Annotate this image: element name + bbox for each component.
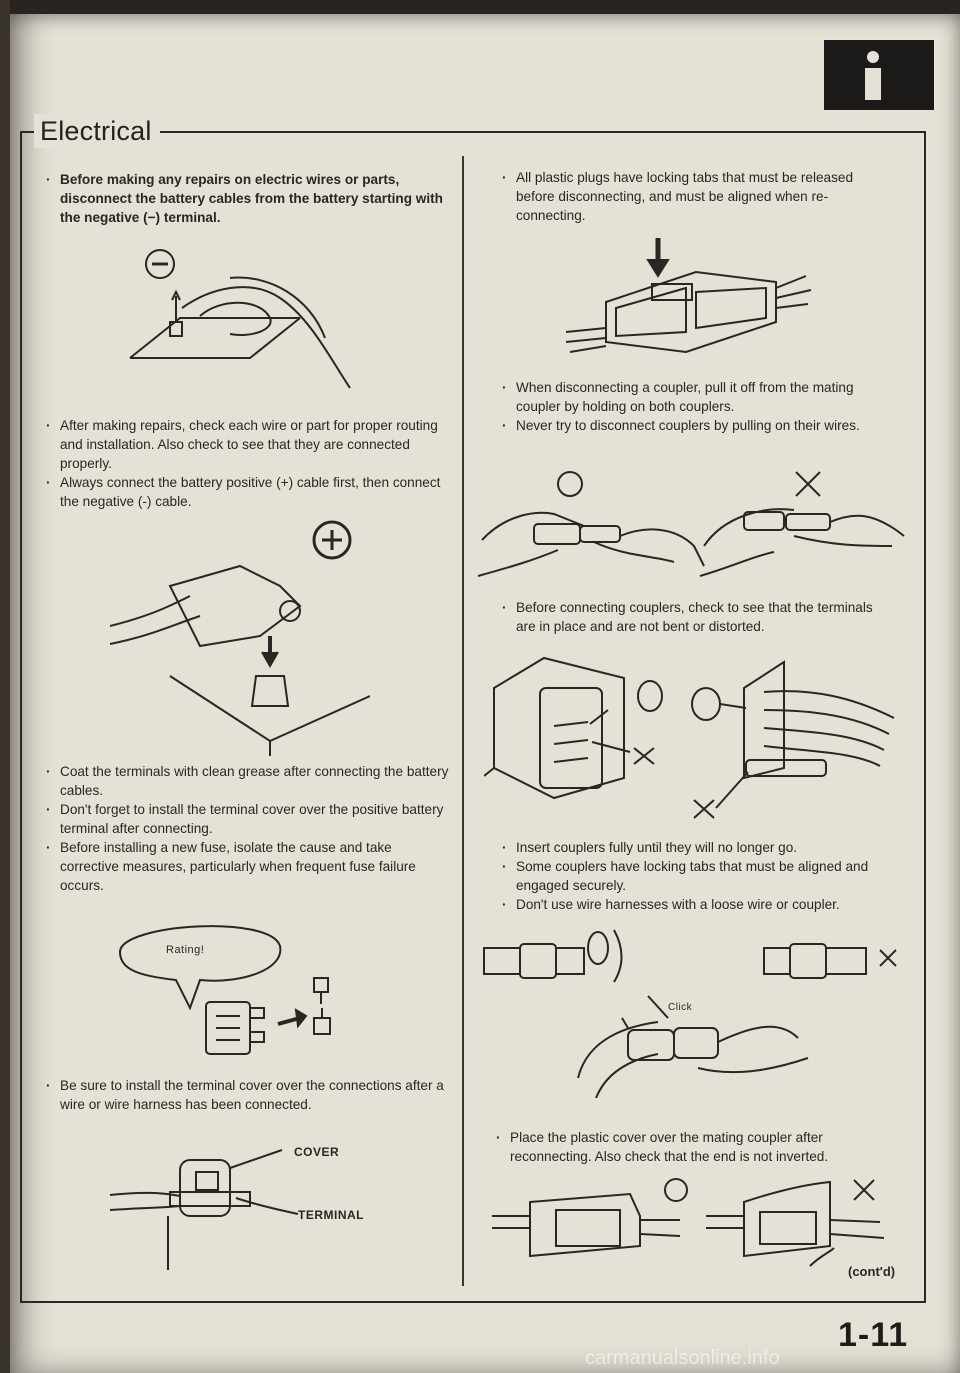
note-text: · Always connect the battery positive (+) cable first, then connect the negative (-) cable. [44,473,454,511]
note-locking-tabs [500,168,894,225]
frame-left-rule [20,131,22,1303]
watermark: carmanualsonline.info [585,1347,780,1369]
label-terminal: TERMINAL [298,1208,364,1222]
note-plastic-cover [494,1128,890,1166]
notes-after-repair [44,416,454,511]
figure-negative-terminal [110,238,370,398]
note-text: · Place the plastic cover over the mating coupler after reconnecting. Also check that the end is not inverted. [494,1128,890,1166]
figure-terminal-cover [110,1140,310,1270]
notes-disconnect-coupler [500,378,894,435]
note-text: · Before connecting couplers, check to see that the terminals are in place and are not bent or distorted. [500,598,894,636]
note-connection-cover [44,1076,454,1114]
note-text: · Be sure to install the terminal cover over the connections after a wire or wire harness has been connected. [44,1076,454,1114]
note-text: · When disconnecting a coupler, pull it off from the mating coupler by holding on both couplers. [500,378,894,416]
section-title: Electrical [34,114,160,148]
correct-mark-icon [558,472,582,496]
notes-grease-cover-fuse [44,762,454,895]
page-number: 1-11 [838,1316,909,1354]
note-text: · Before installing a new fuse, isolate the cause and take corrective measures, particularly when frequent fuse failure occurs. [44,838,454,895]
note-text: · Some couplers have locking tabs that must be aligned and engaged securely. [500,857,894,895]
info-icon [824,40,934,110]
label-cover: COVER [294,1145,340,1159]
figure-plastic-plug [556,232,816,372]
note-text: · Never try to disconnect couplers by pulling on their wires. [500,416,894,435]
note-check-terminals [500,598,894,636]
note-text: · Don't use wire harnesses with a loose wire or coupler. [500,895,894,914]
binding-spine [0,0,10,1373]
figure-plastic-cover [490,1176,890,1276]
click-text: Click [668,1002,693,1013]
info-badge [824,40,934,110]
continued-label: (cont'd) [848,1264,896,1279]
figure-positive-terminal [110,516,370,756]
figure-coupler-click [478,918,908,1118]
notes-insert-couplers [500,838,894,914]
frame-right-rule [924,131,926,1303]
note-text: · Before making any repairs on electric wires or parts, disconnect the battery cables from the battery starting with the negative (−) terminal. [44,170,454,227]
figure-fuse-rating [110,914,360,1064]
column-divider [462,156,464,1286]
note-text: · Insert couplers fully until they will no longer go. [500,838,894,857]
note-text: · After making repairs, check each wire or part for proper routing and installation. Also check to see that they are connected properly. [44,416,454,473]
note-text: · Coat the terminals with clean grease after connecting the battery cables. [44,762,454,800]
note-text: · All plastic plugs have locking tabs that must be released before disconnecting, and must be aligned when re-connecting. [500,168,894,225]
fuse-bubble-text: Rating! [166,944,205,956]
figure-terminal-check [484,648,904,828]
incorrect-mark-icon [796,472,820,496]
note-disconnect-battery [44,170,454,227]
note-text: · Don't forget to install the terminal cover over the positive battery terminal after connecting. [44,800,454,838]
page-top-shadow [0,0,960,14]
figure-coupler-pull [474,466,914,586]
frame-bottom-rule [20,1301,926,1303]
